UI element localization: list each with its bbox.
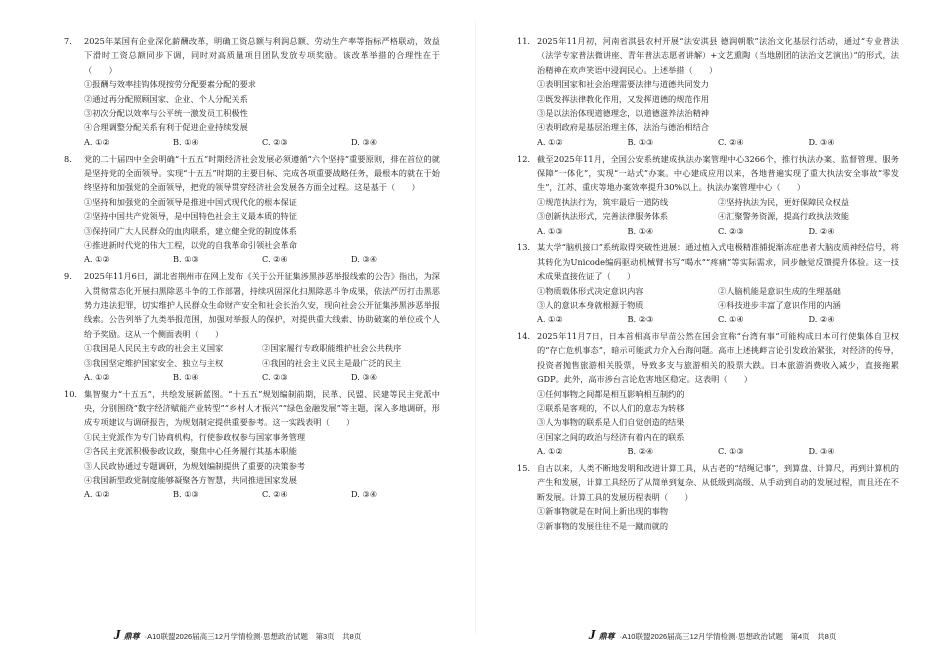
question-number: 13. <box>517 242 531 253</box>
answer-choices <box>64 135 440 149</box>
statement-item: ④我国新型政党制度能够凝聚各方智慧，共同推进国家发展 <box>84 475 297 486</box>
choice-c: C. ②③ <box>262 136 288 147</box>
choice-a: A. ①② <box>537 136 563 147</box>
question-15 <box>517 461 899 533</box>
choice-b: B. ①③ <box>627 136 654 147</box>
statement-item: ①规范执法行为，筑牢最后一道防线 <box>537 196 669 207</box>
choice-c: C. ①③ <box>718 446 744 457</box>
statement-item: ③人的意识本身就根源于物质 <box>537 299 644 310</box>
choice-c: C. ①④ <box>718 314 744 325</box>
choice-a: A. ①② <box>84 371 110 382</box>
choice-a: A. ①② <box>84 136 110 147</box>
choice-d: D. ②④ <box>808 314 835 325</box>
statement-item: ③人为事物的联系是人们自觉创造的结果 <box>537 417 685 428</box>
statement-row <box>64 356 440 370</box>
choice-d: D. ③④ <box>351 254 378 265</box>
statement-row <box>517 298 899 312</box>
statement-item: ③我国坚定维护国家安全、独立与主权 <box>84 357 224 368</box>
footer-text: ·A10联盟2026届高三12月学情检测·思想政治试题 第4页 共8页 <box>619 631 837 641</box>
choice-c: C. ②④ <box>262 489 288 500</box>
statement-item: ④科技进步丰富了意识作用的内涵 <box>718 299 841 310</box>
question-stem: 2025年11月初，河南省淇县农村开展“法安淇县 德润朝歌”法治文化基层行活动，通过“专业普法（法学专家普法微讲座、青年普法志愿者讲解）+文艺熏陶（当地剧团的法治文艺演出）”的形式，法治精神在欢声笑语中浸润民心。上述举措（ ） <box>537 36 899 75</box>
statement-item: ③是以法治体现道德理念，以道德滋养法治精神 <box>537 108 709 119</box>
page-footer-left <box>0 628 475 644</box>
statement-item: ①民主党派作为专门协商机构，行使参政权参与国家事务管理 <box>84 431 306 442</box>
statement-item: ④表明政府是基层治理主体，法治与德治相结合 <box>537 122 709 133</box>
choice-a: A. ①② <box>84 489 110 500</box>
question-11 <box>517 34 899 149</box>
choice-c: C. ②③ <box>718 225 744 236</box>
choice-b: B. ②③ <box>627 314 654 325</box>
exam-page-right <box>475 0 950 654</box>
statement-item: ④我国的社会主义民主是最广泛的民主 <box>262 357 402 368</box>
choice-b: B. ①③ <box>173 489 199 500</box>
choice-c: C. ②④ <box>718 136 744 147</box>
question-number: 9. <box>64 271 72 282</box>
choice-b: B. ①④ <box>173 136 199 147</box>
question-stem: 2025年11月7日，日本首相高市早苗公然在国会宣称“台湾有事”可能构成日本可行使集体自卫权的“存亡危机事态”，暗示可能武力介入台海问题。高市上述挑衅言论引发政治紧张，对经济的传导，投资者抛售旅游相关股票，导致多支与旅游相关的股票大跌。日本旅游消费收入减少，直接拖累GDP。此外，高市涉台言论危害地区稳定。这表明（ ） <box>537 331 899 385</box>
answer-choices <box>517 135 899 149</box>
question-8 <box>64 152 440 267</box>
question-number: 10. <box>64 388 78 399</box>
choice-b: B. ②④ <box>627 446 654 457</box>
question-number: 14. <box>517 331 531 342</box>
statement-item: ②国家履行专政职能维护社会公共秩序 <box>262 343 402 354</box>
publisher-logo: J <box>113 628 121 643</box>
question-stem: 2025年11月6日，湖北省荆州市在网上发布《关于公开征集涉黑涉恶举报线索的公告》指出，为深入贯彻常态化开展扫黑除恶斗争的工作部署，持续巩固深化扫黑除恶斗争成果，依法严厉打击黑恶势力违法犯罪，切实维护人民群众生命财产安全和社会长治久安，现向社会公开征集涉黑涉恶举报线索。公告列举了九类举报范围，加强对举报人的保护，对提供重大线索、协助破案的单位或个人给予奖励。这从一个侧面表明（ ） <box>84 271 440 339</box>
question-stem: 某大学“脑机接口”系统取得突破性进展：通过植入式电极精准捕捉渐冻症患者大脑皮质神经信号，将其转化为Unicode编码驱动机械臂书写“喝水”“疼痛”等实际需求，同步触觉反馈提升体验。这一技术成果直接佐证了（ ） <box>537 242 899 282</box>
question-7 <box>64 34 440 149</box>
answer-choices <box>517 312 899 326</box>
statement-item: ②人脑机能是意识生成的生理基础 <box>718 285 841 296</box>
statement-item: ③创新执法形式，完善法律服务体系 <box>537 211 669 222</box>
statement-item: ②坚持执法为民，更好保障民众权益 <box>718 196 850 207</box>
question-14 <box>517 329 899 459</box>
question-number: 7. <box>64 36 72 46</box>
choice-a: A. ①③ <box>537 225 563 236</box>
statement-row <box>517 284 899 298</box>
statement-item: ④国家之间的政治与经济有着内在的联系 <box>537 431 685 442</box>
statement-item: ①报酬与效率挂钩体现按劳分配要素分配的要求 <box>84 79 256 90</box>
statement-item: ④合理调整分配关系有利于促进企业持续发展 <box>84 122 248 133</box>
page-footer-right <box>475 628 950 644</box>
choice-d: D. ③④ <box>808 446 835 457</box>
statement-item: ③人民政协通过专题调研，为规划编制提供了重要的决策参考 <box>84 460 306 471</box>
publisher-name: 鼎尊 <box>123 631 140 641</box>
choice-b: B. ①③ <box>173 254 199 265</box>
publisher-logo: J <box>588 628 596 643</box>
statement-row <box>64 341 440 355</box>
choice-a: A. ①② <box>84 254 110 265</box>
question-12 <box>517 152 899 238</box>
question-stem: 集智聚力“十五五”，共绘发展新蓝图。“十五五”规划编制前期，民革、民盟、民建等民主党派中央，分别围绕“数字经济赋能产业转型”“乡村人才振兴”“绿色金融发展”等主题，深入多地调研，形成专项建议与调研报告，为规划制定提供重要参考。这一实践表明（ ） <box>84 388 440 428</box>
statement-item: ②新事物的发展往往不是一蹴而就的 <box>537 520 669 531</box>
statement-item: ④汇聚警务资源，提高行政执法效能 <box>718 211 850 222</box>
answer-choices <box>517 444 899 458</box>
statement-item: ②既发挥法律教化作用，又发挥道德的规范作用 <box>537 93 709 104</box>
footer-text: ·A10联盟2026届高三12月学情检测·思想政治试题 第3页 共8页 <box>144 631 362 641</box>
choice-d: D. ③④ <box>351 371 378 382</box>
choice-a: A. ①② <box>537 446 563 457</box>
question-column-right <box>517 34 899 535</box>
statement-item: ①物质载体形式决定意识内容 <box>537 285 644 296</box>
question-stem: 截至2025年11月，全国公安系统建成执法办案管理中心3266个，推行执法办案、监督管理、服务保障“一体化”，实现“一站式”办案。中心建成应用以来，各地普遍实现了重大执法安全事故“零发生”，江苏、重庆等地办案效率提升30%以上。执法办案管理中心（ ） <box>537 153 899 193</box>
question-number: 11. <box>517 36 531 46</box>
answer-choices <box>517 224 899 238</box>
statement-item: ①任何事物之间都是相互影响相互制约的 <box>537 388 685 399</box>
statement-row <box>517 209 899 223</box>
question-stem: 2025年某国有企业深化薪酬改革，明确工资总额与利润总额、劳动生产率等指标严格联动，效益下滑时工资总额同步下调，同时对高质量项目团队发放专项奖励。该改革举措的合理性在于（ ） <box>84 36 440 75</box>
question-number: 12. <box>517 153 531 164</box>
question-stem: 自古以来，人类不断地发明和改进计算工具，从古老的“结绳记事”，到算盘、计算尺，再到计算机的产生和发展，计算工具经历了从简单到复杂、从低级到高级、从手动到自动的发展过程，而且还在不断发展。计算工具的发展历程表明（ ） <box>537 462 899 502</box>
statement-item: ④推进新时代党的伟大工程，以党的自我革命引领社会革命 <box>84 239 297 250</box>
statement-row <box>517 195 899 209</box>
question-stem: 党的二十届四中全会明确“十五五”时期经济社会发展必须遵循“六个坚持”重要原则，排在首位的就是坚持党的全面领导。实现“十五五”时期的主要目标、完成各项重要战略任务，最根本的就在于始终坚持和加强党的全面领导，把党的领导贯穿经济社会发展各方面全过程。这是基于（ ） <box>84 153 440 193</box>
statement-item: ③初次分配以效率与公平统一激发员工积极性 <box>84 108 248 119</box>
answer-choices <box>64 252 440 266</box>
choice-c: C. ②③ <box>262 371 288 382</box>
statement-item: ①表明国家和社会治理需要法律与道德共同发力 <box>537 79 709 90</box>
statement-item: ②通过再分配照顾国家、企业、个人分配关系 <box>84 93 248 104</box>
question-9 <box>64 269 440 384</box>
statement-item: ①坚持和加强党的全面领导是推进中国式现代化的根本保证 <box>84 196 297 207</box>
choice-d: D. ③④ <box>808 136 835 147</box>
statement-item: ③保持同广大人民群众的血肉联系，建立健全党的制度体系 <box>84 225 297 236</box>
choice-d: D. ②④ <box>808 225 835 236</box>
answer-choices <box>64 370 440 384</box>
question-column-left <box>64 34 440 504</box>
choice-b: B. ①④ <box>627 225 654 236</box>
choice-b: B. ①④ <box>173 371 199 382</box>
publisher-name: 鼎尊 <box>598 631 615 641</box>
statement-item: ②联系是客观的，不以人们的意志为转移 <box>537 403 685 414</box>
question-13 <box>517 240 899 326</box>
answer-choices <box>64 487 440 501</box>
choice-d: D. ③④ <box>351 489 378 500</box>
question-10 <box>64 387 440 502</box>
choice-d: D. ③④ <box>351 136 378 147</box>
statement-item: ①新事物就是在时间上新出现的事物 <box>537 506 669 517</box>
choice-c: C. ②④ <box>262 254 288 265</box>
statement-item: ①我国是人民民主专政的社会主义国家 <box>84 343 224 354</box>
question-number: 8. <box>64 153 72 164</box>
statement-item: ②坚持中国共产党领导，是中国特色社会主义最本质的特征 <box>84 211 297 222</box>
question-number: 15. <box>517 462 531 473</box>
statement-item: ②各民主党派积极参政议政，聚焦中心任务履行其基本职能 <box>84 446 297 457</box>
choice-a: A. ①② <box>537 314 563 325</box>
